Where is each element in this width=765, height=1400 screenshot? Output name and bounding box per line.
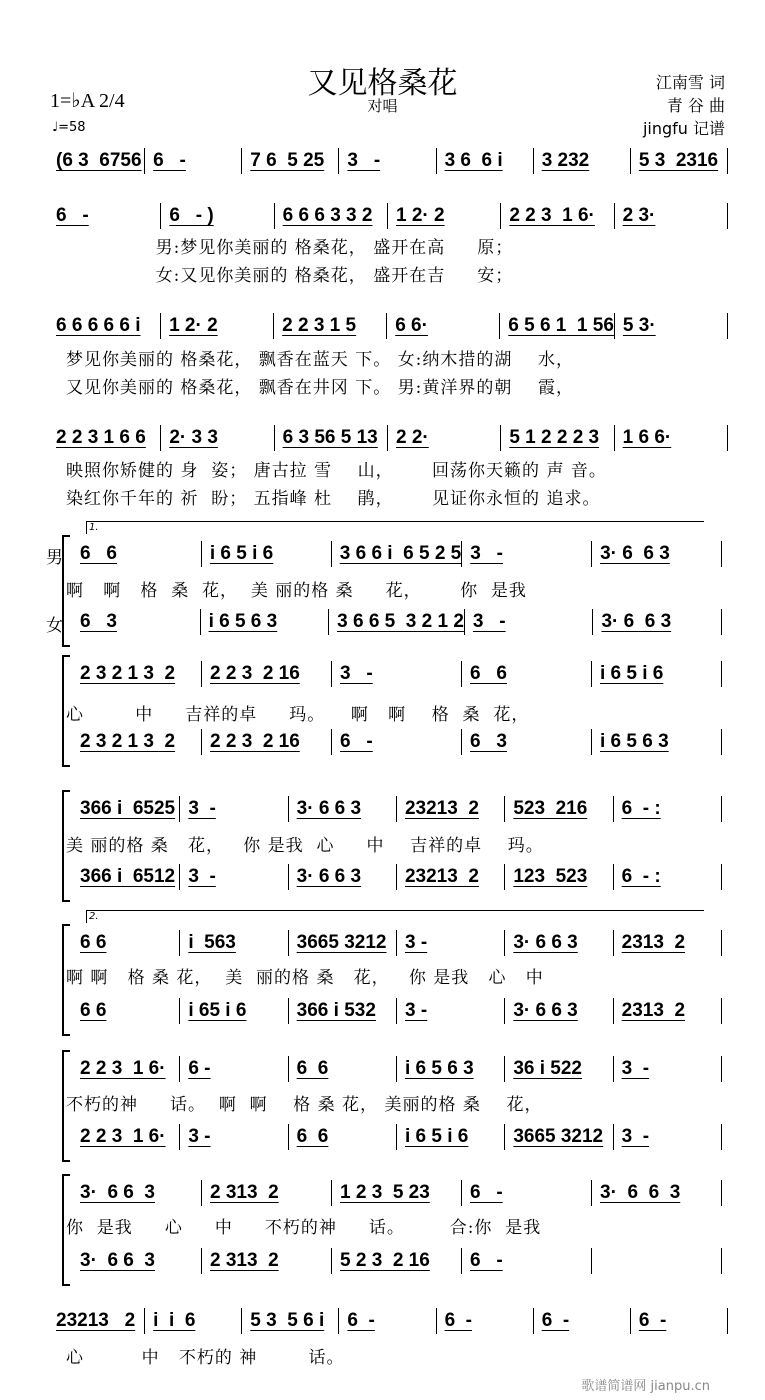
notation-line (72, 1180, 722, 1206)
notation-line (48, 148, 728, 174)
measure: 2 2· (387, 425, 500, 451)
measure (591, 1248, 721, 1274)
lyric-line: 啊 啊 格 桑 花， 美 丽的格 桑 花， 你 是我 心 中 (66, 968, 544, 988)
notation-line-female (72, 864, 722, 890)
measure: 7 6 5 25 (241, 148, 338, 174)
measure: 6 6 6 3 3 2 (274, 203, 387, 229)
measure: 6 - (338, 1308, 435, 1334)
barline (727, 425, 728, 451)
notation-line (48, 1308, 728, 1334)
measure: 6 3 (461, 729, 591, 755)
measure: 3· 6 6 3 (288, 864, 396, 890)
measure: 3665 3212 (288, 930, 396, 956)
notation-line (48, 203, 728, 229)
barline (721, 864, 722, 890)
measure: 6 - (461, 1248, 591, 1274)
measure: 3 232 (533, 148, 630, 174)
notation-line (72, 930, 722, 956)
barline (721, 796, 722, 822)
measure: 6 5 6 1 1 56 (499, 313, 614, 339)
measure: 6 6 (288, 1056, 396, 1082)
lyric-line: 女:又见你美丽的 格桑花， 盛开在吉 安； (66, 266, 514, 286)
lyricist-credit: 江南雪 词 (655, 73, 725, 92)
measure: 3 - (338, 148, 435, 174)
measure: i 6 5 i 6 (591, 661, 721, 687)
measure: 3665 3212 (504, 1124, 612, 1150)
key-signature: 1=♭A 2/4 (50, 90, 125, 112)
measure: 6 - (144, 148, 241, 174)
lyric-line: 又见你美丽的 格桑花， 飘香在井冈 下。 男:黄洋界的朝 霞， (66, 378, 574, 398)
measure: 6 - : (613, 864, 721, 890)
measure: 5 3 5 6 i (241, 1308, 338, 1334)
measure: 6 - (56, 205, 89, 226)
barline (721, 729, 722, 755)
measure: 6 3 56 5 13 (274, 425, 387, 451)
barline (721, 1248, 722, 1274)
measure: 2 3· (614, 203, 727, 229)
measure: 6 6 (80, 543, 117, 564)
barline (721, 1124, 722, 1150)
notation-line (72, 541, 722, 567)
measure: 6 6 (80, 1000, 107, 1021)
measure: 6 - (436, 1308, 533, 1334)
measure: 3· 6 6 3 (80, 1250, 155, 1271)
measure: i 6 5 6 3 (396, 1056, 504, 1082)
measure: 6 - ) (160, 203, 273, 229)
notation-line-female (72, 998, 722, 1024)
composer-credit: 青 谷 曲 (666, 96, 725, 115)
barline (721, 609, 722, 635)
volta-bracket-second: 2. (86, 910, 704, 923)
measure: 2 2 3 1 6 6 (56, 427, 146, 448)
tempo-marking: ♩=58 (52, 120, 86, 135)
lyric-line: 梦见你美丽的 格桑花， 飘香在蓝天 下。 女:纳木措的湖 水， (66, 350, 574, 370)
measure: 2 3 2 1 3 2 (80, 663, 176, 684)
measure: 123 523 (504, 864, 612, 890)
measure: 3· 6 6 3 (504, 998, 612, 1024)
measure: 3 - (396, 930, 504, 956)
barline (727, 313, 728, 339)
notation-line (72, 661, 722, 687)
notation-line-female (72, 729, 722, 755)
measure: 366 i 6525 (80, 798, 176, 819)
lyric-line: 心 中 吉祥的卓 玛。 啊 啊 格 桑 花， (66, 705, 530, 725)
notation-line (48, 425, 728, 451)
measure: 2 2 3 1 6· (80, 1126, 166, 1147)
measure: 366 i 532 (288, 998, 396, 1024)
part-label-female: 女 (46, 616, 63, 636)
measure: 6 6 (80, 932, 107, 953)
lyric-line: 不朽的神 话。 啊 啊 格 桑 花， 美丽的格 桑 花， (66, 1095, 543, 1115)
measure: 6 6 (461, 661, 591, 687)
measure: 3 6 6 5 3 2 1 2 (328, 609, 464, 635)
notation-line-female (72, 1124, 722, 1150)
measure: 3 - (464, 609, 593, 635)
barline (721, 998, 722, 1024)
measure: 366 i 6512 (80, 866, 176, 887)
measure: 2 2 3 2 16 (201, 729, 331, 755)
measure: i i 6 (144, 1308, 241, 1334)
song-subtitle: 对唱 (367, 97, 398, 115)
measure: 6 - (630, 1308, 727, 1334)
measure: i 6 5 i 6 (201, 541, 331, 567)
lyric-line: 染红你千年的 祈 盼； 五指峰 杜 鹃， 见证你永恒的 追求。 (66, 489, 601, 509)
notation-line (72, 1056, 722, 1082)
lyric-line: 你 是我 心 中 不朽的神 话。 合:你 是我 (66, 1218, 542, 1238)
measure: 3 - (331, 661, 461, 687)
measure: i 65 i 6 (179, 998, 287, 1024)
measure: 3· 6 6 3 (592, 609, 721, 635)
measure: 1 2 3 5 23 (331, 1180, 461, 1206)
measure: 3 6 6 i 6 5 2 5 (331, 541, 461, 567)
notation-line-female (72, 609, 722, 635)
measure: 23213 2 (56, 1310, 136, 1331)
measure: 2 313 2 (201, 1248, 331, 1274)
measure: 3 - (179, 864, 287, 890)
measure: 3· 6 6 3 (504, 930, 612, 956)
measure: 3· 6 6 3 (288, 796, 396, 822)
measure: 1 6 6· (614, 425, 727, 451)
barline (727, 148, 728, 174)
measure: i 563 (179, 930, 287, 956)
song-title: 又见格桑花 (307, 66, 458, 101)
measure: 2 3 2 1 3 2 (80, 731, 176, 752)
measure: i 6 5 i 6 (396, 1124, 504, 1150)
measure: 3 - (613, 1124, 721, 1150)
measure: 3 6 6 i (436, 148, 533, 174)
notation-line (72, 796, 722, 822)
measure: 6 - (179, 1056, 287, 1082)
transcriber-credit: jingfu 记谱 (642, 119, 725, 138)
measure: 23213 2 (396, 864, 504, 890)
measure: 5 2 3 2 16 (331, 1248, 461, 1274)
measure: 1 2· 2 (387, 203, 500, 229)
notation-line (48, 313, 728, 339)
measure: 2 2 3 1 6· (500, 203, 613, 229)
barline (721, 661, 722, 687)
measure: i 6 5 6 3 (200, 609, 329, 635)
measure: 1 2· 2 (160, 313, 273, 339)
lyric-line: 映照你矫健的 身 姿； 唐古拉 雪 山， 回荡你天籁的 声 音。 (66, 461, 607, 481)
volta-bracket-first: 1. (86, 521, 704, 534)
measure: 6 - (461, 1180, 591, 1206)
measure: 5 3 2316 (630, 148, 727, 174)
measure: 3 - (613, 1056, 721, 1082)
measure: 3 - (461, 541, 591, 567)
measure: 6 - (533, 1308, 630, 1334)
barline (721, 1180, 722, 1206)
measure: 2 2 3 1 5 (273, 313, 386, 339)
part-label-male: 男 (46, 548, 63, 568)
measure: 3 - (179, 796, 287, 822)
measure: 5 1 2 2 2 3 (500, 425, 613, 451)
watermark: 歌谱简谱网 jianpu.cn (581, 1379, 710, 1394)
measure: 2 313 2 (201, 1180, 331, 1206)
measure: 6 6· (386, 313, 499, 339)
lyric-line: 男:梦见你美丽的 格桑花， 盛开在高 原； (66, 238, 514, 258)
measure: 3· 6 6 3 (591, 1180, 721, 1206)
measure: 2313 2 (613, 998, 721, 1024)
notation-line-female (72, 1248, 722, 1274)
measure: 2 2 3 1 6· (80, 1058, 166, 1079)
lyric-line: 美 丽的格 桑 花， 你 是我 心 中 吉祥的卓 玛。 (66, 836, 544, 856)
barline (727, 203, 728, 229)
measure: 2· 3 3 (160, 425, 273, 451)
measure: 6 6 6 6 6 i (56, 315, 141, 336)
measure: 3 - (179, 1124, 287, 1150)
measure: 6 - : (613, 796, 721, 822)
measure: 6 - (331, 729, 461, 755)
measure: 6 6 (288, 1124, 396, 1150)
lyric-line: 心 中 不朽的 神 话。 (66, 1348, 345, 1368)
measure: 36 i 522 (504, 1056, 612, 1082)
lyric-line: 啊 啊 格 桑 花， 美 丽的格 桑 花， 你 是我 (66, 581, 527, 601)
measure: i 6 5 6 3 (591, 729, 721, 755)
measure: 523 216 (504, 796, 612, 822)
measure: 6 3 (80, 611, 117, 632)
barline (721, 930, 722, 956)
barline (721, 1056, 722, 1082)
measure: 3· 6 6 3 (591, 541, 721, 567)
barline (721, 541, 722, 567)
measure: 2313 2 (613, 930, 721, 956)
measure: 3· 6 6 3 (80, 1182, 155, 1203)
measure: (6 3 6756 (56, 150, 142, 171)
measure: 2 2 3 2 16 (201, 661, 331, 687)
measure: 5 3· (614, 313, 727, 339)
measure: 3 - (396, 998, 504, 1024)
measure: 23213 2 (396, 796, 504, 822)
barline (727, 1308, 728, 1334)
